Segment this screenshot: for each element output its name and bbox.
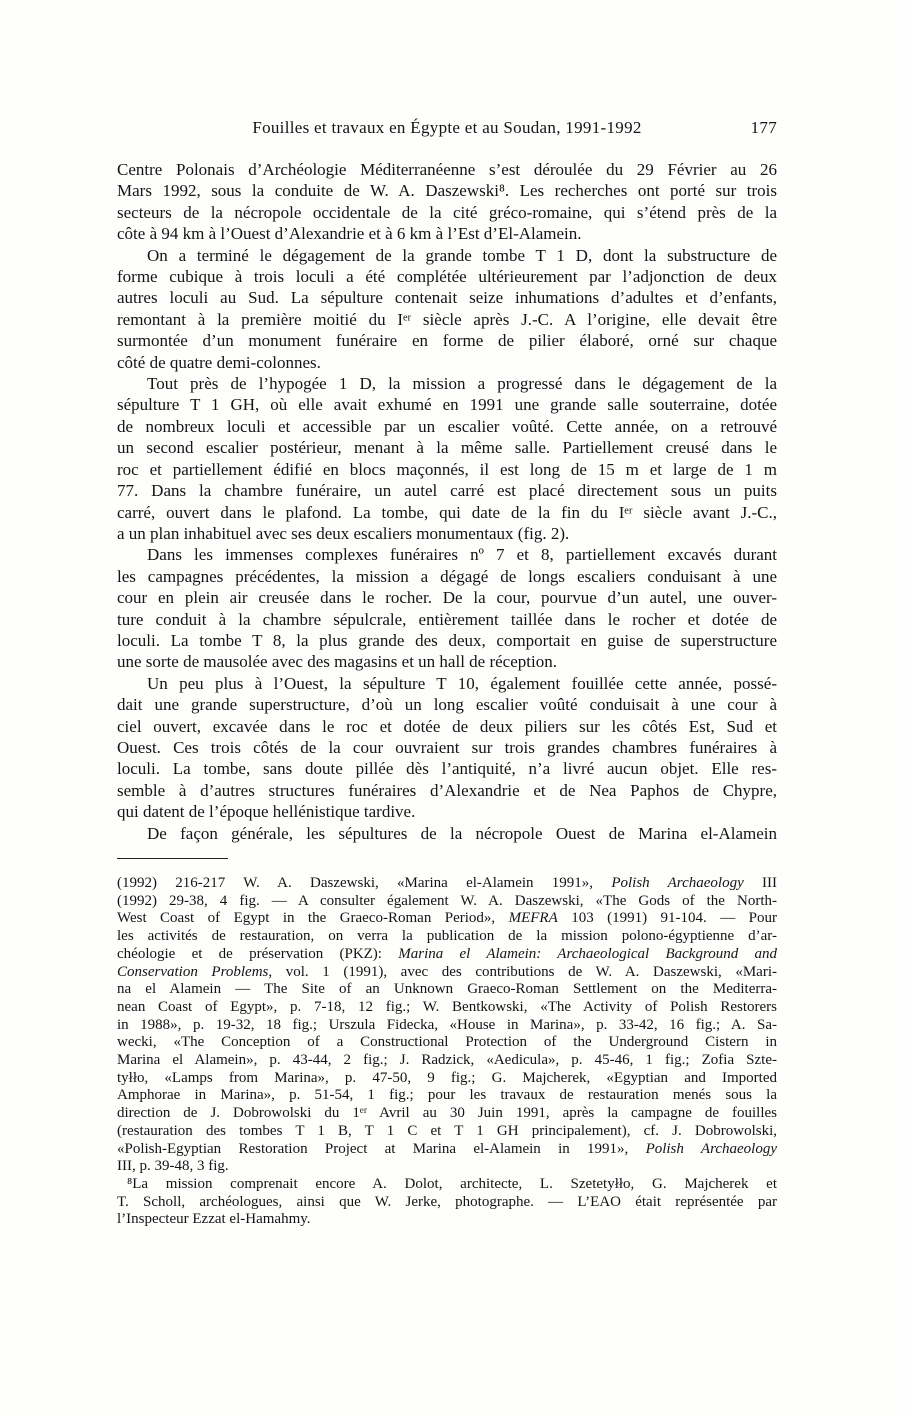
footnotes <box>117 875 777 1229</box>
footnote-line: (restauration des tombes T 1 B, T 1 C et T 1 GH principalement), cf. J. Dobrowolski, <box>117 1122 777 1139</box>
text-segment: chéologie et de préservation (PKZ): <box>117 945 399 962</box>
footnote-line: na el Alamein — The Site of an Unknown Graeco-Roman Settlement on the Mediterra- <box>117 981 777 998</box>
body-line: De façon générale, les sépultures de la nécropole Ouest de Marina el-Alamein <box>147 823 777 843</box>
body-paragraph <box>117 245 777 373</box>
main-text <box>117 159 777 844</box>
body-line: loculi. La tombe, sans doute pillée dès l’antiquité, n’a livré aucun objet. Elle res- <box>117 759 777 779</box>
footnote-paragraph <box>117 1176 777 1229</box>
footnote-line: wecki, «The Conception of a Constructional Protection of the Underground Cistern in <box>117 1034 777 1051</box>
italic-title: Conservation Problems <box>117 963 269 980</box>
footnote-line: les activités de restauration, on verra la publication de la mission polono-égyptienne d’ar- <box>117 928 777 945</box>
body-line: carré, ouvert dans le plafond. La tombe, qui date de la fin du Iᵉʳ siècle avant J.-C., <box>117 502 777 522</box>
body-line: a un plan inhabituel avec ses deux escaliers monumentaux (fig. 2). <box>117 523 570 543</box>
footnote-line: direction de J. Dobrowolski du 1ᵉʳ Avril au 30 Juin 1991, après la campagne de fouilles <box>117 1105 777 1122</box>
body-line: 77. Dans la chambre funéraire, un autel carré est placé directement sous un puits <box>117 481 777 501</box>
body-line: Dans les immenses complexes funéraires nº 7 et 8, partiellement excavés durant <box>147 545 777 565</box>
italic-title: MEFRA <box>508 910 558 927</box>
running-header <box>117 117 777 139</box>
footnote-line: in 1988», p. 19-32, 18 fig.; Urszula Fidecka, «House in Marina», p. 33-42, 16 fig.; A. Sa- <box>117 1016 777 1033</box>
footnote-paragraph <box>117 875 777 1176</box>
body-line: ture conduit à la chambre sépulcrale, entièrement taillée dans le rocher et dotée de <box>117 609 777 629</box>
body-line: semble à d’autres structures funéraires d’Alexandrie et de Nea Paphos de Chypre, <box>117 780 777 800</box>
body-line: Ouest. Ces trois côtés de la cour ouvraient sur trois grandes chambres funéraires à <box>117 737 777 757</box>
body-paragraph <box>117 544 777 672</box>
footnote-line <box>117 964 777 982</box>
footnote-line: T. Scholl, archéologues, ainsi que W. Jerke, photographe. — L’EAO était représentée par <box>117 1193 777 1210</box>
italic-title: Marina el Alamein: Archaeological Background and <box>398 945 777 962</box>
body-line: loculi. La tombe T 8, la plus grande des deux, comportait en guise de superstructure <box>117 630 777 650</box>
footnote-line <box>117 875 777 893</box>
body-line: côte à 94 km à l’Ouest d’Alexandrie et à 6 km à l’Est d’El-Alamein. <box>117 224 582 244</box>
italic-title: Polish Archaeology <box>645 1140 777 1157</box>
body-line: de nombreux loculi et accessible par un escalier voûté. Cette année, on a retrouvé <box>117 416 777 436</box>
footnote-separator <box>117 858 228 859</box>
body-line: ciel ouvert, excavée dans le roc et dotée de deux piliers sur les côtés Est, Sud et <box>117 716 777 736</box>
footnote-line: (1992) 29-38, 4 fig. — A consulter également W. A. Daszewski, «The Gods of the North- <box>117 892 777 909</box>
footnote-line <box>117 946 777 964</box>
text-segment: «Polish-Egyptian Restoration Project at Marina el-Alamein in 1991», <box>117 1140 646 1157</box>
body-paragraph <box>117 673 777 823</box>
body-line: remontant à la première moitié du Iᵉʳ siècle après J.-C. A l’origine, elle devait être <box>117 309 777 329</box>
body-line: forme cubique à trois loculi a été complétée ultérieurement par l’adjonction de deux <box>117 267 777 287</box>
body-line: roc et partiellement édifié en blocs maçonnés, il est long de 15 m et large de 1 m <box>117 459 777 479</box>
body-line: surmontée d’un monument funéraire en forme de pilier élaboré, orné sur chaque <box>117 331 777 351</box>
footnote-line: Marina el Alamein», p. 43-44, 2 fig.; J. Radzick, «Aedicula», p. 45-46, 1 fig.; Zofia Szte- <box>117 1052 777 1069</box>
body-line: Un peu plus à l’Ouest, la sépulture T 10, également fouillée cette année, possé- <box>147 673 777 693</box>
body-line: Tout près de l’hypogée 1 D, la mission a progressé dans le dégagement de la <box>147 374 777 394</box>
footnote-line: III, p. 39-48, 3 fig. <box>117 1158 229 1175</box>
footnote-line: tyłło, «Lamps from Marina», p. 47-50, 9 fig.; G. Majcherek, «Egyptian and Imported <box>117 1069 777 1086</box>
page-number: 177 <box>750 118 777 137</box>
body-paragraph <box>117 159 777 245</box>
body-line: sépulture T 1 GH, où elle avait exhumé en 1991 une grande salle souterraine, dotée <box>117 395 777 415</box>
body-line: Centre Polonais d’Archéologie Méditerranéenne s’est déroulée du 29 Février au 26 <box>117 160 777 179</box>
body-line: une sorte de mausolée avec des magasins et un hall de réception. <box>117 652 557 672</box>
body-line: les campagnes précédentes, la mission a dégagé de longs escaliers conduisant à une <box>117 566 777 586</box>
footnote-line: nean Coast of Egypt», p. 7-18, 12 fig.; W. Bentkowski, «The Activity of Polish Restorers <box>117 998 777 1015</box>
body-line: autres loculi au Sud. La sépulture contenait seize inhumations d’adultes et d’enfants, <box>117 288 777 308</box>
footnote-line: Amphorae in Marina», p. 51-54, 1 fig.; pour les travaux de restauration menés sous la <box>117 1087 777 1104</box>
footnote-line <box>117 910 777 928</box>
italic-title: Polish Archaeology <box>611 875 744 891</box>
body-line: Mars 1992, sous la conduite de W. A. Daszewski⁸. Les recherches ont porté sur trois <box>117 181 777 201</box>
body-paragraph <box>117 373 777 544</box>
text-segment: III <box>743 875 777 891</box>
footnote-line: ⁸La mission comprenait encore A. Dolot, architecte, L. Szetetyłło, G. Majcherek et <box>127 1175 777 1192</box>
body-line: un second escalier postérieur, menant à la même salle. Partiellement creusé dans le <box>117 438 777 458</box>
body-line: secteurs de la nécropole occidentale de la cité gréco-romaine, qui s’étend près de la <box>117 202 777 222</box>
body-paragraph <box>117 823 777 844</box>
body-line: dait une grande superstructure, d’où un long escalier voûté conduisait à une cour à <box>117 695 777 715</box>
text-segment: West Coast of Egypt in the Graeco-Roman Period», <box>117 910 509 927</box>
body-line: On a terminé le dégagement de la grande tombe T 1 D, dont la substructure de <box>147 245 777 265</box>
body-line: qui datent de l’époque hellénistique tardive. <box>117 802 416 822</box>
footnote-line <box>117 1141 777 1159</box>
running-title: Fouilles et travaux en Égypte et au Soudan, 1991-1992 <box>252 118 642 137</box>
text-segment: , vol. 1 (1991), avec des contributions de W. A. Daszewski, «Mari- <box>268 963 777 980</box>
body-line: cour en plein air creusée dans le rocher. De la cour, pourvue d’un autel, une ouver- <box>117 588 777 608</box>
text-segment: (1992) 216-217 W. A. Daszewski, «Marina el-Alamein 1991», <box>117 875 612 891</box>
text-segment: 103 (1991) 91-104. — Pour <box>557 910 777 927</box>
footnote-line: l’Inspecteur Ezzat el-Hamahmy. <box>117 1211 311 1228</box>
body-line: côté de quatre demi-colonnes. <box>117 352 321 372</box>
